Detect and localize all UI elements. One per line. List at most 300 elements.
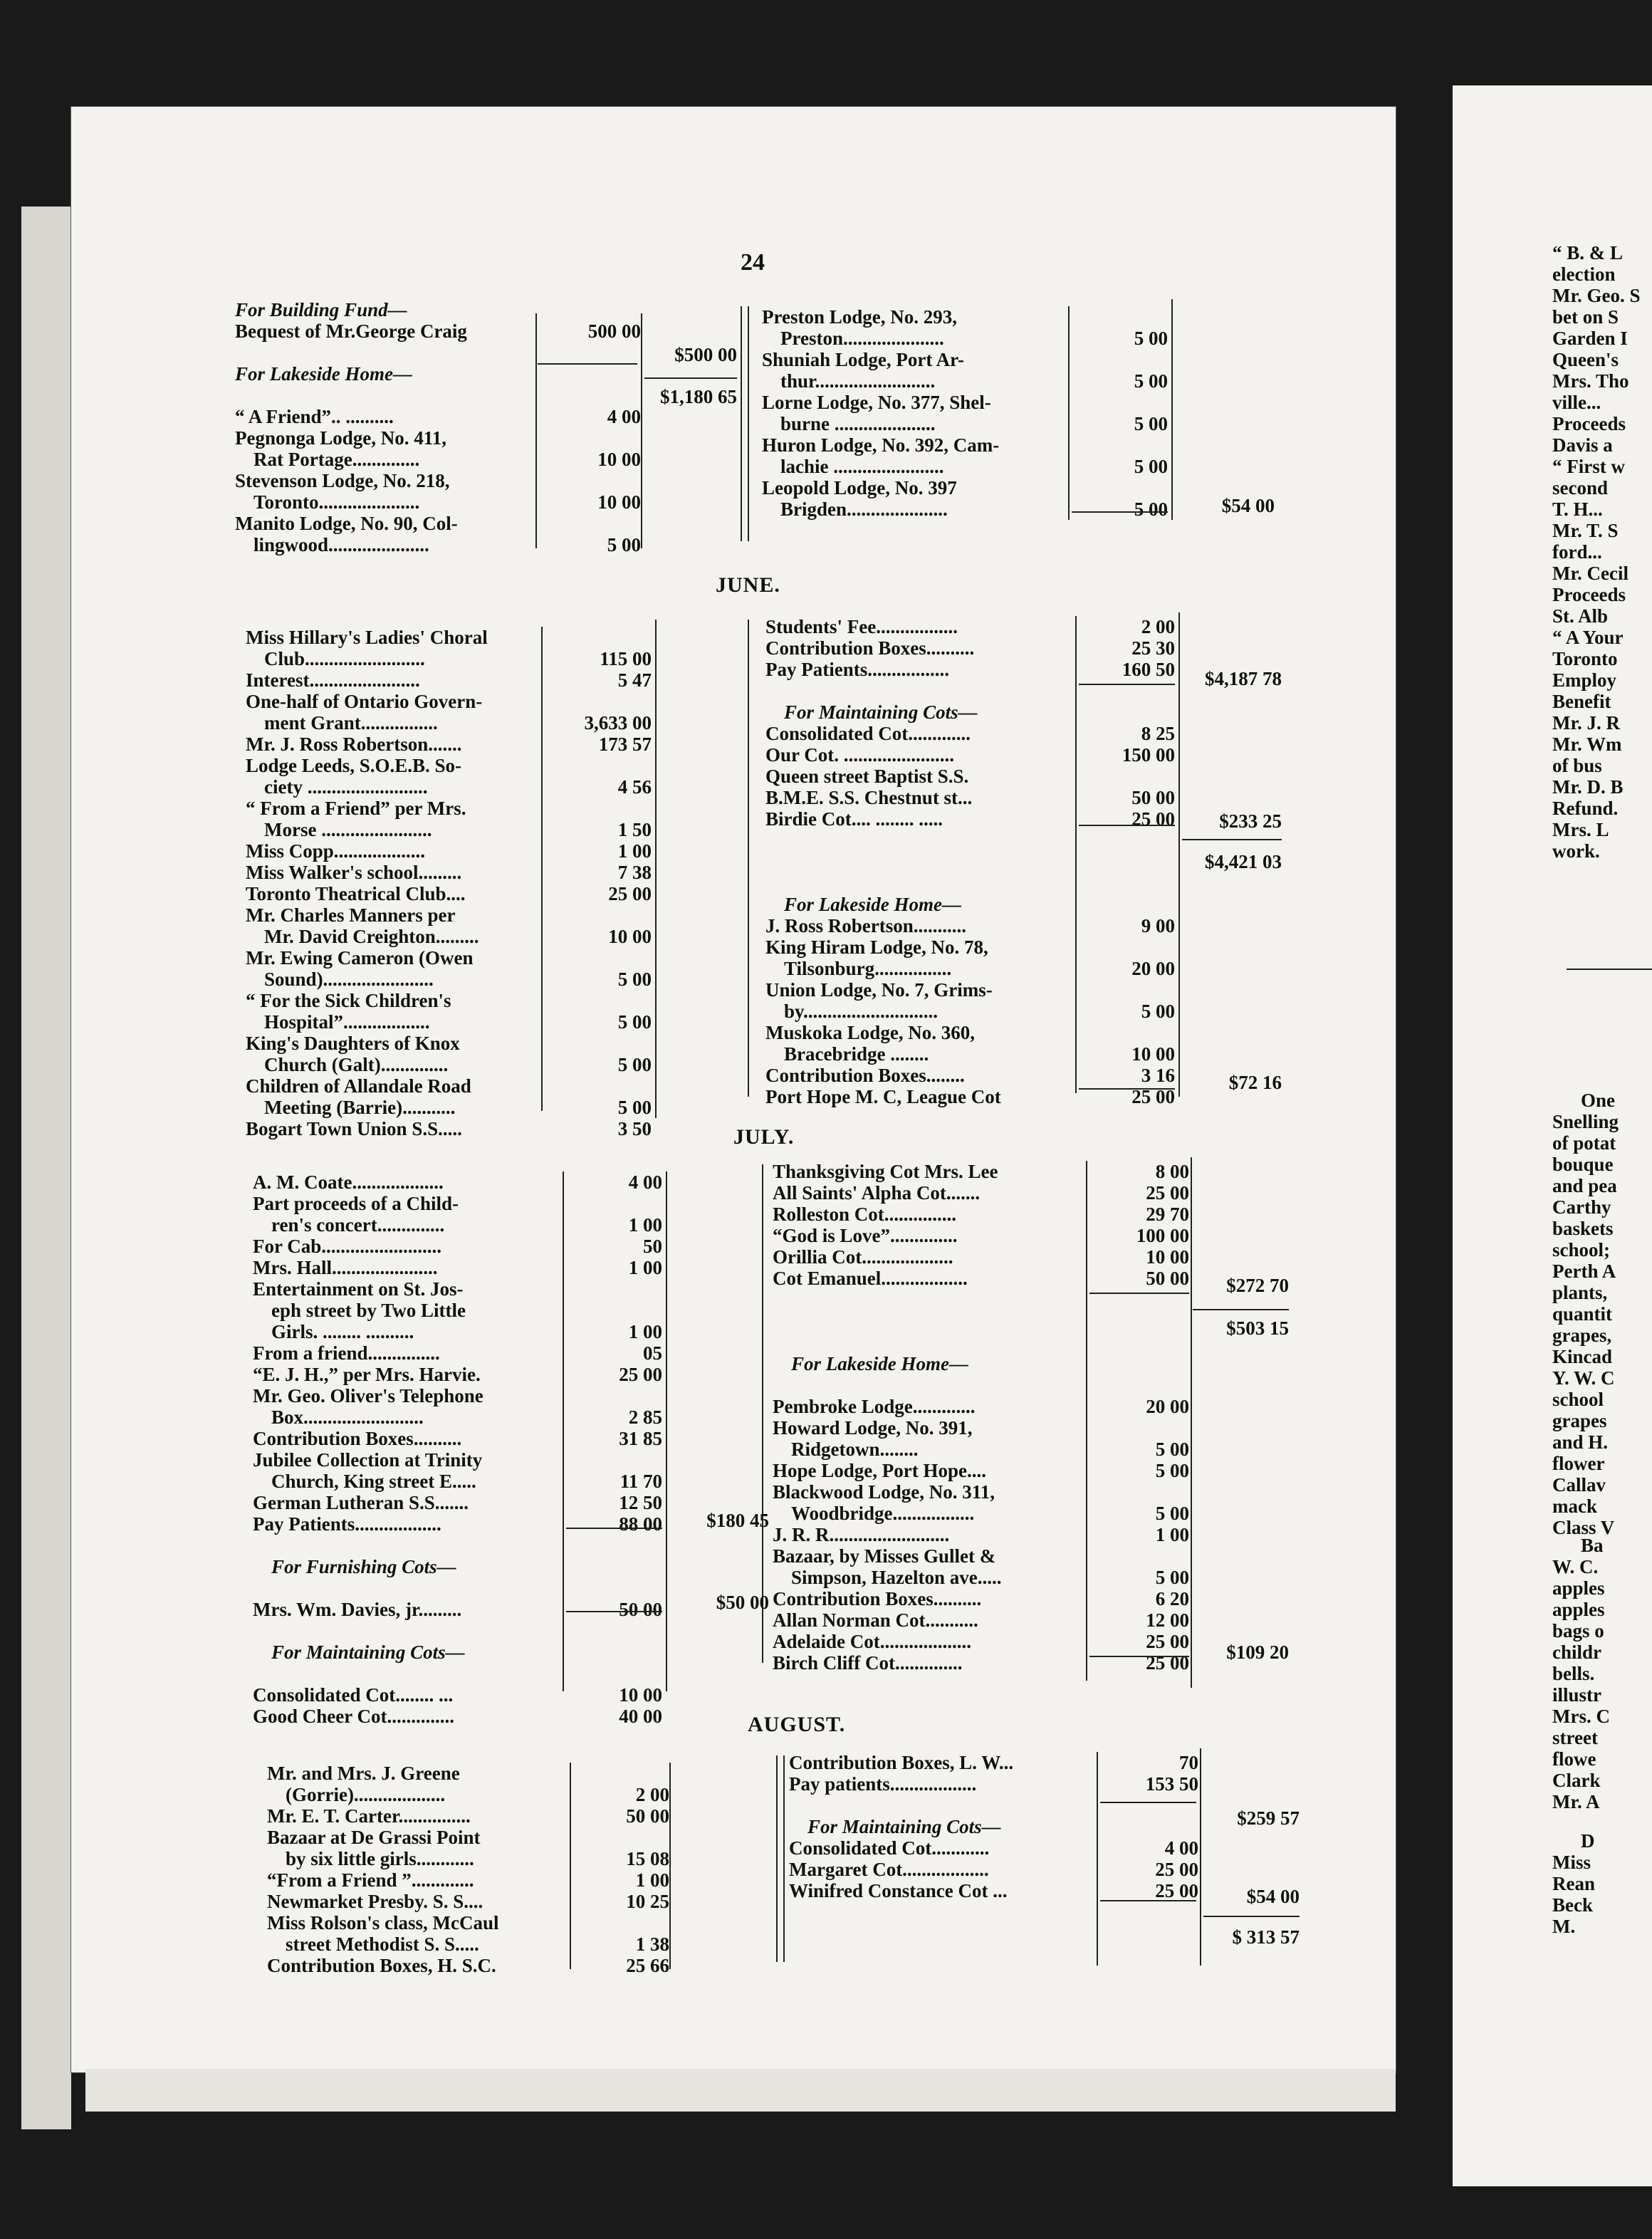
facing-page-fragment: Y. W. C	[1552, 1367, 1615, 1389]
entry-label: Pegnonga Lodge, No. 411,	[235, 427, 447, 449]
facing-page-fragment: Refund.	[1552, 798, 1619, 819]
subheading: For Maintaining Cots—	[784, 701, 978, 723]
entry-label: A. M. Coate...................	[253, 1171, 444, 1193]
ledger-entry	[253, 1342, 662, 1364]
entry-amount: 25 00	[1131, 808, 1175, 830]
facing-page-fragment: Ba	[1581, 1535, 1604, 1556]
entry-label: Thanksgiving Cot Mrs. Lee	[773, 1161, 998, 1182]
rule	[1100, 1900, 1196, 1901]
ledger-entry	[253, 1620, 662, 1642]
ledger-entry	[773, 1481, 1189, 1503]
ledger-entry	[235, 513, 641, 534]
facing-page-fragment: bags o	[1552, 1620, 1604, 1642]
june-cots-total: $233 25	[1219, 810, 1282, 832]
ledger-entry	[773, 1545, 1189, 1567]
rule	[1567, 969, 1652, 970]
ledger-entry	[246, 1097, 652, 1118]
ledger-entry	[253, 1663, 662, 1684]
facing-page-fragment: of bus	[1552, 755, 1602, 776]
ledger-entry	[253, 1577, 662, 1599]
entry-label: Woodbridge.................	[791, 1503, 975, 1524]
ledger-entry	[253, 1471, 662, 1492]
ledger-entry	[789, 1795, 1198, 1816]
july-left-column	[253, 1171, 662, 1727]
ledger-entry	[765, 936, 1175, 958]
entry-amount: 3,633 00	[584, 712, 652, 734]
facing-page-fragment: Proceeds	[1552, 584, 1626, 605]
ledger-entry	[765, 808, 1175, 830]
facing-page-fragment: grapes	[1552, 1410, 1607, 1431]
entry-label: Good Cheer Cot..............	[253, 1706, 454, 1727]
july-right-column	[773, 1161, 1189, 1674]
entry-amount: 100 00	[1136, 1225, 1189, 1246]
entry-amount: 160 50	[1122, 659, 1175, 680]
entry-label: “ From a Friend” per Mrs.	[246, 798, 466, 819]
entry-amount: 2 00	[635, 1784, 669, 1805]
ledger-entry	[235, 449, 641, 470]
facing-page-fragment: “ B. & L	[1552, 242, 1624, 263]
facing-page-fragment: Mr. D. B	[1552, 776, 1624, 798]
ledger-entry	[253, 1642, 662, 1663]
entry-amount: 5 00	[1155, 1439, 1189, 1460]
facing-page-fragment: Mr. J. R	[1552, 712, 1620, 734]
entry-amount: 50	[643, 1236, 662, 1257]
entry-label: From a friend...............	[253, 1342, 440, 1364]
ledger-entry	[235, 385, 641, 406]
rule	[1086, 1161, 1087, 1681]
entry-amount: 25 00	[1146, 1182, 1189, 1204]
ledger-entry	[762, 499, 1168, 520]
ledger-entry	[253, 1385, 662, 1406]
entry-amount: 3 50	[617, 1118, 652, 1139]
entry-label: Church, King street E.....	[271, 1471, 476, 1492]
entry-label: B.M.E. S.S. Chestnut st...	[765, 787, 973, 808]
june-right-column	[765, 616, 1175, 1107]
entry-label: Bazaar at De Grassi Point	[267, 1827, 481, 1848]
ledger-entry	[235, 427, 641, 449]
ledger-entry	[267, 1912, 669, 1933]
facing-page-fragment: Mr. A	[1552, 1791, 1600, 1812]
ledger-entry	[253, 1449, 662, 1471]
entry-label: ment Grant................	[264, 712, 438, 734]
entry-label: Church (Galt)..............	[264, 1054, 449, 1075]
entry-label: German Lutheran S.S.......	[253, 1492, 469, 1513]
facing-page-fragment: M.	[1552, 1916, 1576, 1937]
entry-label: Blackwood Lodge, No. 311,	[773, 1481, 995, 1503]
entry-amount: 1 00	[628, 1321, 662, 1342]
ledger-entry	[253, 1236, 662, 1257]
entry-amount: 5 00	[607, 534, 641, 555]
entry-amount: 10 25	[626, 1891, 669, 1912]
ledger-entry	[267, 1805, 669, 1827]
ledger-entry	[789, 1880, 1198, 1901]
entry-amount: 10 00	[597, 449, 641, 470]
facing-page-fragment: Mrs. Tho	[1552, 370, 1629, 392]
ledger-entry	[253, 1300, 662, 1321]
rule	[1203, 1916, 1300, 1917]
rule	[1079, 825, 1175, 826]
ledger-entry	[253, 1321, 662, 1342]
entry-label: “ For the Sick Children's	[246, 990, 451, 1011]
ledger-entry	[765, 872, 1175, 894]
entry-label: Contribution Boxes..........	[765, 637, 975, 659]
entry-amount: 20 00	[1131, 958, 1175, 979]
ledger-entry	[773, 1310, 1189, 1332]
entry-amount: 5 00	[1134, 456, 1168, 477]
facing-page-fragment: Carthy	[1552, 1196, 1611, 1218]
rule	[570, 1763, 571, 1969]
facing-page-fragment: school	[1552, 1389, 1604, 1410]
ledger-entry	[253, 1428, 662, 1449]
entry-label: Preston.....................	[780, 328, 944, 349]
rule	[783, 1755, 785, 1962]
entry-label: Howard Lodge, No. 391,	[773, 1417, 973, 1439]
entry-label: Consolidated Cot............	[789, 1837, 990, 1859]
entry-amount: 1 00	[635, 1869, 669, 1891]
entry-amount: 9 00	[1141, 915, 1175, 936]
facing-page-fragment: election	[1552, 263, 1616, 285]
entry-amount: 10 00	[619, 1684, 662, 1706]
entry-label: Union Lodge, No. 7, Grims-	[765, 979, 993, 1001]
entry-label: One-half of Ontario Govern-	[246, 691, 483, 712]
entry-label: Shuniah Lodge, Port Ar-	[762, 349, 965, 370]
entry-amount: 29 70	[1146, 1204, 1189, 1225]
entry-label: Margaret Cot..................	[789, 1859, 989, 1880]
facing-page-fragment: Benefit	[1552, 691, 1611, 712]
facing-page-fragment: Queen's	[1552, 349, 1619, 370]
ledger-entry	[246, 776, 652, 798]
entry-label: by six little girls............	[286, 1848, 474, 1869]
entry-label: Sound).......................	[264, 969, 434, 990]
ledger-entry	[246, 734, 652, 755]
rule	[1191, 1157, 1192, 1688]
facing-page-fragment: One	[1581, 1090, 1616, 1111]
facing-page-fragment: W. C.	[1552, 1556, 1599, 1577]
entry-amount: 10 00	[1131, 1043, 1175, 1065]
entry-amount: 5 00	[617, 969, 652, 990]
ledger-entry	[762, 477, 1168, 499]
facing-page-fragment: Employ	[1552, 669, 1617, 691]
entry-amount: 88 00	[619, 1513, 662, 1535]
entry-label: Toronto Theatrical Club....	[246, 883, 466, 904]
facing-page-fragment: Beck	[1552, 1894, 1593, 1916]
august-grand-total: $ 313 57	[1232, 1926, 1300, 1948]
ledger-entry	[246, 926, 652, 947]
rule	[1171, 299, 1173, 520]
ledger-entry	[246, 712, 652, 734]
rule	[1182, 839, 1282, 840]
entry-amount: 10 00	[608, 926, 652, 947]
august-cots-total: $54 00	[1246, 1886, 1300, 1907]
rule	[1079, 1088, 1175, 1090]
subheading: For Maintaining Cots—	[271, 1642, 465, 1663]
entry-label: Part proceeds of a Child-	[253, 1193, 459, 1214]
ledger-entry	[267, 1827, 669, 1848]
entry-label: Lodge Leeds, S.O.E.B. So-	[246, 755, 462, 776]
entry-amount: 173 57	[598, 734, 652, 755]
facing-page-fragment: Snelling	[1552, 1111, 1619, 1132]
facing-page-fragment: Garden I	[1552, 328, 1628, 349]
facing-page-fragment: school;	[1552, 1239, 1610, 1261]
facing-page-fragment: Rean	[1552, 1873, 1595, 1894]
ledger-entry	[253, 1706, 662, 1727]
ledger-entry	[765, 787, 1175, 808]
rule	[1097, 1752, 1098, 1966]
entry-label: “ A Friend”.. ..........	[235, 406, 394, 427]
facing-page-fragment: of potat	[1552, 1132, 1616, 1154]
entry-label: “God is Love”..............	[773, 1225, 958, 1246]
entry-label: Port Hope M. C, League Cot	[765, 1086, 1001, 1107]
facing-page-fragment: second	[1552, 477, 1609, 499]
ledger-entry	[773, 1609, 1189, 1631]
ledger-entry	[253, 1535, 662, 1556]
ledger-entry	[762, 392, 1168, 413]
ledger-entry	[773, 1417, 1189, 1439]
entry-label: Manito Lodge, No. 90, Col-	[235, 513, 458, 534]
ledger-entry	[765, 723, 1175, 744]
entry-label: “From a Friend ”.............	[267, 1869, 474, 1891]
august-right-column	[789, 1752, 1198, 1901]
facing-page-fragment: ford...	[1552, 541, 1602, 563]
entry-amount: 4 00	[607, 406, 641, 427]
may-lodges-total: $54 00	[1221, 495, 1275, 516]
entry-label: Bogart Town Union S.S.....	[246, 1118, 462, 1139]
ledger-entry	[246, 1033, 652, 1054]
ledger-entry	[253, 1599, 662, 1620]
entry-amount: 1 00	[628, 1257, 662, 1278]
facing-page-fragment: Toronto	[1552, 648, 1618, 669]
entry-label: Mrs. Hall......................	[253, 1257, 438, 1278]
rule	[655, 620, 657, 1118]
ledger-entry	[789, 1773, 1198, 1795]
rule	[566, 1528, 662, 1529]
ledger-entry	[773, 1353, 1189, 1374]
ledger-entry	[246, 627, 652, 648]
entry-label: Rolleston Cot...............	[773, 1204, 956, 1225]
entry-amount: 10 00	[597, 491, 641, 513]
ledger-entry	[773, 1631, 1189, 1652]
ledger-entry	[773, 1246, 1189, 1268]
ledger-entry	[765, 851, 1175, 872]
entry-amount: 4 00	[1164, 1837, 1198, 1859]
entry-amount: 50 00	[1131, 787, 1175, 808]
entry-label: Orillia Cot...................	[773, 1246, 953, 1268]
ledger-entry	[253, 1556, 662, 1577]
entry-label: Children of Allandale Road	[246, 1075, 471, 1097]
ledger-entry	[246, 904, 652, 926]
ledger-entry	[765, 894, 1175, 915]
facing-page-fragment: D	[1581, 1830, 1595, 1852]
facing-page-fragment: Mr. Geo. S	[1552, 285, 1641, 306]
entry-amount: 1 00	[1155, 1524, 1189, 1545]
entry-label: Bazaar, by Misses Gullet &	[773, 1545, 996, 1567]
ledger-entry	[765, 616, 1175, 637]
ledger-entry	[253, 1406, 662, 1428]
entry-amount: 8 25	[1141, 723, 1175, 744]
entry-label: Pay Patients..................	[253, 1513, 441, 1535]
entry-label: King Hiram Lodge, No. 78,	[765, 936, 988, 958]
entry-amount: 150 00	[1122, 744, 1175, 766]
facing-page-fragment: childr	[1552, 1642, 1602, 1663]
entry-amount: 25 00	[619, 1364, 662, 1385]
entry-label: Club.........................	[264, 648, 425, 669]
facing-page-fragment: quantit	[1552, 1303, 1613, 1325]
entry-label: Mr. Geo. Oliver's Telephone	[253, 1385, 483, 1406]
rule	[1079, 684, 1175, 685]
rule	[1075, 616, 1077, 1093]
entry-label: Mrs. Wm. Davies, jr.........	[253, 1599, 462, 1620]
ledger-entry	[762, 349, 1168, 370]
rule	[1072, 511, 1168, 513]
entry-label: Lorne Lodge, No. 377, Shel-	[762, 392, 991, 413]
ledger-entry	[773, 1204, 1189, 1225]
entry-label: Leopold Lodge, No. 397	[762, 477, 957, 499]
entry-label: Meeting (Barrie)...........	[264, 1097, 456, 1118]
rule	[762, 1164, 763, 1663]
july-lakeside-total: $109 20	[1226, 1642, 1289, 1663]
ledger-entry	[267, 1784, 669, 1805]
entry-amount: 50 00	[619, 1599, 662, 1620]
entry-label: Huron Lodge, No. 392, Cam-	[762, 434, 1000, 456]
entry-amount: 5 00	[1134, 499, 1168, 520]
entry-label: Rat Portage..............	[253, 449, 420, 470]
facing-page-fragment: illustr	[1552, 1684, 1602, 1706]
ledger-entry	[773, 1161, 1189, 1182]
entry-label: lingwood.....................	[253, 534, 429, 555]
facing-page-fragment: Mr. Wm	[1552, 734, 1622, 755]
entry-label: Mr. Ewing Cameron (Owen	[246, 947, 474, 969]
entry-amount: 5 47	[617, 669, 652, 691]
facing-page-fragment: and H.	[1552, 1431, 1609, 1453]
entry-amount: 25 00	[1155, 1859, 1198, 1880]
entry-label: ren's concert..............	[271, 1214, 445, 1236]
facing-page-fragment: Callav	[1552, 1474, 1606, 1496]
ledger-entry	[235, 320, 641, 342]
entry-label: lachie .......................	[780, 456, 944, 477]
entry-amount: 4 00	[628, 1171, 662, 1193]
entry-amount: 5 00	[1155, 1460, 1189, 1481]
may-running-total: $1,180 65	[660, 386, 737, 407]
entry-amount: 40 00	[619, 1706, 662, 1727]
entry-label: Muskoka Lodge, No. 360,	[765, 1022, 976, 1043]
august-left-column	[267, 1763, 669, 1976]
ledger-entry	[246, 883, 652, 904]
entry-label: Newmarket Presby. S. S....	[267, 1891, 483, 1912]
ledger-entry	[773, 1503, 1189, 1524]
july-cots-total: $272 70	[1226, 1275, 1289, 1296]
entry-amount: 3 16	[1141, 1065, 1175, 1086]
ledger-entry	[773, 1460, 1189, 1481]
ledger-entry	[246, 1054, 652, 1075]
entry-label: Birch Cliff Cot..............	[773, 1652, 963, 1674]
ledger-entry	[246, 1011, 652, 1033]
entry-amount: 25 00	[1131, 1086, 1175, 1107]
entry-label: Birdie Cot.... ........ .....	[765, 808, 943, 830]
entry-label: Miss Hillary's Ladies' Choral	[246, 627, 488, 648]
ledger-entry	[246, 990, 652, 1011]
entry-label: Mr. Charles Manners per	[246, 904, 456, 926]
entry-label: Mr. and Mrs. J. Greene	[267, 1763, 460, 1784]
subheading: For Lakeside Home—	[784, 894, 961, 915]
section-heading-june: JUNE.	[716, 573, 780, 597]
entry-amount: 12 50	[619, 1492, 662, 1513]
entry-amount: 5 00	[1155, 1503, 1189, 1524]
ledger-entry	[246, 755, 652, 776]
rule	[541, 627, 543, 1111]
rule	[1193, 1309, 1289, 1310]
facing-page-fragment: T. H...	[1552, 499, 1603, 520]
entry-label: Interest.......................	[246, 669, 420, 691]
ledger-entry	[762, 456, 1168, 477]
facing-page-fragment: “ A Your	[1552, 627, 1624, 648]
entry-label: Hospital”..................	[264, 1011, 430, 1033]
ledger-entry	[765, 830, 1175, 851]
rule	[563, 1171, 564, 1691]
ledger-entry	[253, 1492, 662, 1513]
ledger-entry	[765, 1065, 1175, 1086]
ledger-entry	[267, 1955, 669, 1976]
ledger-entry	[235, 299, 641, 320]
entry-label: Mr. E. T. Carter...............	[267, 1805, 471, 1827]
facing-page-fragment: Mrs. L	[1552, 819, 1609, 840]
june-receipts-total: $4,187 78	[1205, 668, 1282, 689]
entry-amount: 153 50	[1145, 1773, 1198, 1795]
ledger-entry	[246, 819, 652, 840]
ledger-entry	[253, 1214, 662, 1236]
ledger-entry	[765, 1001, 1175, 1022]
ledger-entry	[765, 659, 1175, 680]
ledger-entry	[773, 1588, 1189, 1609]
ledger-entry	[235, 342, 641, 363]
ledger-entry	[773, 1268, 1189, 1289]
july-grand-total: $503 15	[1226, 1317, 1289, 1339]
entry-amount: 2 00	[1141, 616, 1175, 637]
rule	[666, 1171, 667, 1691]
entry-label: Bracebridge ........	[784, 1043, 929, 1065]
entry-amount: 5 00	[1134, 370, 1168, 392]
ledger-entry	[773, 1332, 1189, 1353]
ledger-entry	[235, 363, 641, 385]
rule	[748, 620, 749, 1097]
july-receipts-total: $180 45	[706, 1510, 769, 1531]
entry-label: Adelaide Cot...................	[773, 1631, 971, 1652]
may-right-column	[762, 306, 1168, 520]
entry-label: Allan Norman Cot...........	[773, 1609, 978, 1631]
entry-label: Entertainment on St. Jos-	[253, 1278, 464, 1300]
entry-label: Toronto.....................	[253, 491, 420, 513]
entry-label: eph street by Two Little	[271, 1300, 466, 1321]
ledger-entry	[765, 701, 1175, 723]
ledger-entry	[253, 1684, 662, 1706]
subheading: For Lakeside Home—	[791, 1353, 968, 1374]
facing-page-fragment: “ First w	[1552, 456, 1625, 477]
facing-page-fragment: bet on S	[1552, 306, 1619, 328]
ledger-entry	[246, 947, 652, 969]
entry-label: Our Cot. .......................	[765, 744, 955, 766]
entry-amount: 6 20	[1155, 1588, 1189, 1609]
rule	[1178, 612, 1180, 1097]
entry-label: King's Daughters of Knox	[246, 1033, 460, 1054]
entry-amount: 1 00	[617, 840, 652, 862]
may-left-column	[235, 299, 641, 555]
facing-page-fragment: Perth A	[1552, 1261, 1616, 1282]
entry-label: Girls. ........ ..........	[271, 1321, 414, 1342]
rule	[776, 1755, 778, 1962]
ledger-entry	[253, 1171, 662, 1193]
ledger-entry	[765, 744, 1175, 766]
entry-label: street Methodist S. S.....	[286, 1933, 479, 1955]
june-lakeside-total: $72 16	[1228, 1072, 1282, 1093]
